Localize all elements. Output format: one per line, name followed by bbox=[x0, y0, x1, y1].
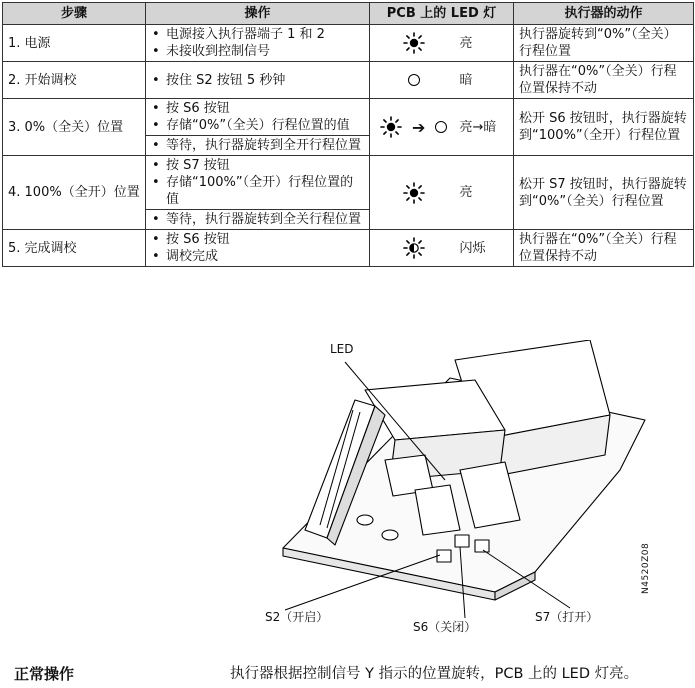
led-state-cell: 暗 bbox=[458, 62, 514, 99]
led-icon-cell bbox=[370, 99, 458, 156]
calibration-table bbox=[2, 2, 694, 267]
table-row bbox=[3, 99, 694, 156]
bullet-icon: • bbox=[152, 44, 160, 59]
led-off-icon bbox=[408, 74, 420, 86]
action-cell: 松开 S6 按钮时，执行器旋转到“100%”（全开）行程位置 bbox=[514, 99, 694, 156]
table-header-row bbox=[3, 3, 694, 25]
led-state-cell: 亮→暗 bbox=[458, 99, 514, 156]
ops-line: • 按住 S2 按钮 5 秒钟 bbox=[152, 72, 286, 88]
ops-block bbox=[146, 156, 369, 209]
led-callout-label: LED bbox=[330, 342, 354, 356]
ops-line: • 电源接入执行器端子 1 和 2 bbox=[152, 27, 325, 42]
led-icon-cell bbox=[370, 25, 458, 62]
operation-cell bbox=[146, 230, 370, 267]
led-icon-cell bbox=[370, 156, 458, 230]
action-cell: 松开 S7 按钮时，执行器旋转到“0%”（全关）行程位置 bbox=[514, 156, 694, 230]
operation-cell bbox=[146, 62, 370, 99]
led-sun-svg bbox=[380, 116, 402, 138]
led-on-icon bbox=[403, 185, 425, 200]
header-action: 执行器的动作 bbox=[514, 3, 694, 25]
ops-line: • 按 S7 按钮 bbox=[152, 158, 230, 173]
operation-cell bbox=[146, 156, 370, 230]
bullet-icon: • bbox=[152, 27, 160, 42]
led-sun-svg bbox=[403, 32, 425, 54]
led-state-cell: 亮 bbox=[458, 156, 514, 230]
operation-cell bbox=[146, 99, 370, 156]
ops-block bbox=[146, 25, 369, 61]
bullet-icon: • bbox=[152, 175, 160, 190]
step-cell: 3. 0%（全关）位置 bbox=[3, 99, 146, 156]
led-off-icon bbox=[435, 121, 447, 133]
bullet-icon: • bbox=[152, 118, 160, 133]
s7-callout-label: S7（打开） bbox=[535, 610, 599, 624]
header-led: PCB 上的 LED 灯 bbox=[370, 3, 514, 25]
ops-block bbox=[146, 99, 369, 135]
ops-line: • 按 S6 按钮 bbox=[152, 101, 230, 116]
led-sun-svg bbox=[403, 182, 425, 204]
led-icon-cell bbox=[370, 230, 458, 267]
s6-callout-label: S6（关闭） bbox=[413, 620, 477, 634]
ops-block bbox=[146, 209, 369, 229]
pcb-board-illustration bbox=[235, 340, 655, 640]
bullet-icon: • bbox=[152, 138, 160, 153]
bullet-icon: • bbox=[152, 212, 160, 227]
operation-cell bbox=[146, 25, 370, 62]
bullet-icon: • bbox=[152, 232, 160, 247]
ops-line: • 调校完成 bbox=[152, 249, 219, 264]
ops-line: • 按 S6 按钮 bbox=[152, 232, 230, 247]
table-row bbox=[3, 25, 694, 62]
table-row bbox=[3, 156, 694, 230]
step-cell: 1. 电源 bbox=[3, 25, 146, 62]
action-cell: 执行器旋转到“0%”（全关）行程位置 bbox=[514, 25, 694, 62]
section-body: 执行器根据控制信号 Y 指示的位置旋转，PCB 上的 LED 灯亮。 bbox=[230, 666, 639, 682]
header-step: 步骤 bbox=[3, 3, 146, 25]
bullet-icon: • bbox=[152, 249, 160, 264]
ops-line: • 存储“0%”（全关）行程位置的值 bbox=[152, 118, 350, 133]
action-cell: 执行器在“0%”（全关）行程位置保持不动 bbox=[514, 230, 694, 267]
ops-block bbox=[146, 135, 369, 155]
table-row bbox=[3, 62, 694, 99]
led-blink-icon bbox=[403, 241, 425, 256]
ops-line: • 等待，执行器旋转到全开行程位置 bbox=[152, 138, 362, 153]
section-title: 正常操作 bbox=[14, 665, 75, 683]
step-cell: 4. 100%（全开）位置 bbox=[3, 156, 146, 230]
led-icon-cell bbox=[370, 62, 458, 99]
led-on-icon bbox=[403, 36, 425, 51]
bullet-icon: • bbox=[152, 72, 160, 88]
pcb-figure bbox=[235, 340, 655, 640]
led-state-cell: 闪烁 bbox=[458, 230, 514, 267]
header-operation: 操作 bbox=[146, 3, 370, 25]
s2-callout-label: S2（开启） bbox=[265, 610, 329, 624]
ops-line: • 存储“100%”（全开）行程位置的值 bbox=[152, 175, 354, 207]
action-cell: 执行器在“0%”（全关）行程位置保持不动 bbox=[514, 62, 694, 99]
ops-line: • 未接收到控制信号 bbox=[152, 44, 271, 59]
bullet-icon: • bbox=[152, 101, 160, 116]
ops-block bbox=[146, 230, 369, 266]
arrow-right-icon: ➔ bbox=[412, 117, 426, 137]
led-state-cell: 亮 bbox=[458, 25, 514, 62]
step-cell: 2. 开始调校 bbox=[3, 62, 146, 99]
led-half-svg bbox=[403, 237, 425, 259]
ops-line: • 等待，执行器旋转到全关行程位置 bbox=[152, 212, 362, 227]
table-row bbox=[3, 230, 694, 267]
led-on-icon bbox=[380, 120, 402, 135]
figure-code: N4520Z08 bbox=[641, 542, 651, 594]
bullet-icon: • bbox=[152, 158, 160, 173]
ops-block bbox=[146, 71, 369, 90]
step-cell: 5. 完成调校 bbox=[3, 230, 146, 267]
